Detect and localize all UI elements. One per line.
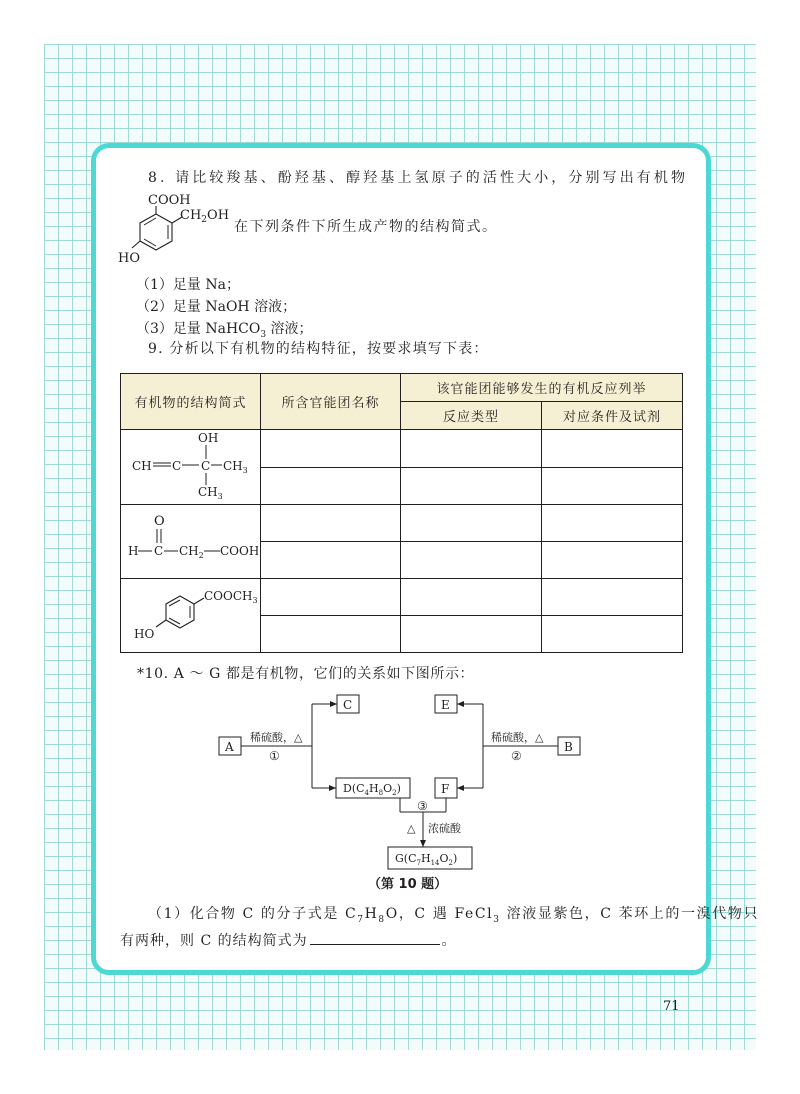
q9-header-structure: 有机物的结构简式	[121, 374, 261, 430]
answer-cell[interactable]	[261, 616, 401, 653]
m1-c2: C	[200, 459, 210, 473]
q9-molecule-1	[126, 430, 256, 500]
table-row	[121, 430, 683, 468]
q8-stem-line1: 8. 请比较羧基、酚羟基、醇羟基上氢原子的活性大小，分别写出有机物	[148, 170, 689, 186]
m1-c1: C	[171, 459, 181, 473]
q10-diagram	[200, 688, 600, 878]
node-d: $D(C_4H_8O_2)$	[343, 782, 401, 797]
m2-cooh: COOH	[219, 543, 258, 558]
node-b: B	[564, 740, 573, 754]
q8-oh: OH	[207, 208, 230, 223]
q9-header-reaction-type: 反应类型	[401, 402, 542, 430]
svg-text:CH2OH	[180, 208, 229, 225]
q8-item-2: （2）足量 NaOH 溶液；	[136, 299, 297, 315]
m2-ch2: CH	[178, 543, 199, 558]
q9-molecule-1-cell	[121, 430, 261, 505]
delta-label: △	[407, 822, 416, 835]
answer-cell[interactable]	[542, 430, 683, 468]
m1-sub3b: 3	[217, 492, 223, 500]
q8-item-3: （3）足量 NaHCO$_3$ 溶液；	[136, 321, 313, 340]
q8-molecule	[118, 192, 238, 272]
conc-acid-label: 浓硫酸	[428, 822, 461, 835]
answer-cell[interactable]	[261, 542, 401, 579]
m2-c: C	[153, 543, 163, 558]
q8-item-1: （1）足量 Na；	[136, 277, 240, 293]
q9-molecule-2	[124, 509, 258, 571]
q8-ho: HO	[118, 251, 140, 266]
svg-text:COOCH3	[204, 589, 258, 605]
q8-ch: CH	[180, 208, 202, 223]
cond-right: 稀硫酸，△	[491, 731, 544, 744]
m1-ch: CH	[131, 459, 152, 473]
q9-header-functional-group: 所含官能团名称	[261, 374, 401, 430]
node-e: E	[441, 698, 450, 712]
q9-header-reactions: 该官能团能够发生的有机反应列举	[401, 374, 683, 402]
answer-cell[interactable]	[401, 430, 542, 468]
q8-stem-line2: 在下列条件下所生成产物的结构简式。	[234, 219, 498, 235]
answer-cell[interactable]	[261, 430, 401, 468]
q9-table	[120, 373, 683, 653]
answer-blank[interactable]	[310, 930, 440, 945]
q9-molecule-2-cell	[121, 505, 261, 579]
m2-h: H	[127, 543, 138, 558]
q9-molecule-3	[124, 582, 258, 646]
answer-cell[interactable]	[261, 505, 401, 542]
label-1: ①	[269, 749, 280, 763]
node-g: $G(C_7H_{14}O_2)$	[395, 852, 458, 867]
answer-cell[interactable]	[401, 616, 542, 653]
m1-sub3a: 3	[242, 466, 248, 475]
label-2: ②	[511, 749, 522, 763]
figure-caption: （第 10 题）	[368, 877, 448, 892]
label-3: ③	[417, 799, 428, 813]
answer-cell[interactable]	[261, 467, 401, 505]
cond-left: 稀硫酸，△	[250, 731, 303, 744]
m1-ch3b: CH	[197, 485, 218, 499]
q8-cooh: COOH	[148, 193, 191, 208]
answer-cell[interactable]	[261, 579, 401, 616]
m1-oh: OH	[197, 431, 218, 445]
node-a: A	[225, 740, 234, 754]
q9-title: 9. 分析以下有机物的结构特征，按要求填写下表：	[148, 341, 489, 357]
svg-text:CH2	[179, 544, 204, 560]
answer-cell[interactable]	[401, 467, 542, 505]
q10-part1-line2: 有两种，则 C 的结构简式为 。	[120, 930, 457, 951]
m1-ch3a: CH	[222, 459, 243, 473]
table-row	[121, 579, 683, 616]
answer-cell[interactable]	[401, 542, 542, 579]
answer-cell[interactable]	[401, 579, 542, 616]
answer-cell[interactable]	[542, 542, 683, 579]
m3-cooch: COOCH	[203, 588, 253, 603]
q9-header-conditions: 对应条件及试剂	[542, 402, 683, 430]
m3-ho: HO	[133, 626, 154, 641]
q8-sub2: 2	[201, 215, 208, 225]
table-row	[121, 505, 683, 542]
answer-cell[interactable]	[542, 616, 683, 653]
m2-o: O	[153, 513, 165, 529]
m3-sub3: 3	[252, 595, 258, 605]
svg-text:CH3	[223, 459, 248, 475]
m2-sub2: 2	[198, 550, 204, 560]
answer-cell[interactable]	[542, 505, 683, 542]
page-number: 71	[663, 999, 680, 1014]
q10-part1-line1: （1）化合物 C 的分子式是 $C_7H_8O$，C 遇 FeCl$_3$ 溶液显紫色，C 苯环上的一溴代物只	[148, 906, 760, 925]
node-c: C	[343, 698, 353, 712]
answer-cell[interactable]	[401, 505, 542, 542]
q10-title: *10. A ～ G 都是有机物，它们的关系如下图所示：	[137, 666, 475, 682]
answer-cell[interactable]	[542, 579, 683, 616]
answer-cell[interactable]	[542, 467, 683, 505]
svg-text:CH3	[198, 485, 223, 500]
node-f: F	[441, 782, 450, 796]
q9-molecule-3-cell	[121, 579, 261, 653]
